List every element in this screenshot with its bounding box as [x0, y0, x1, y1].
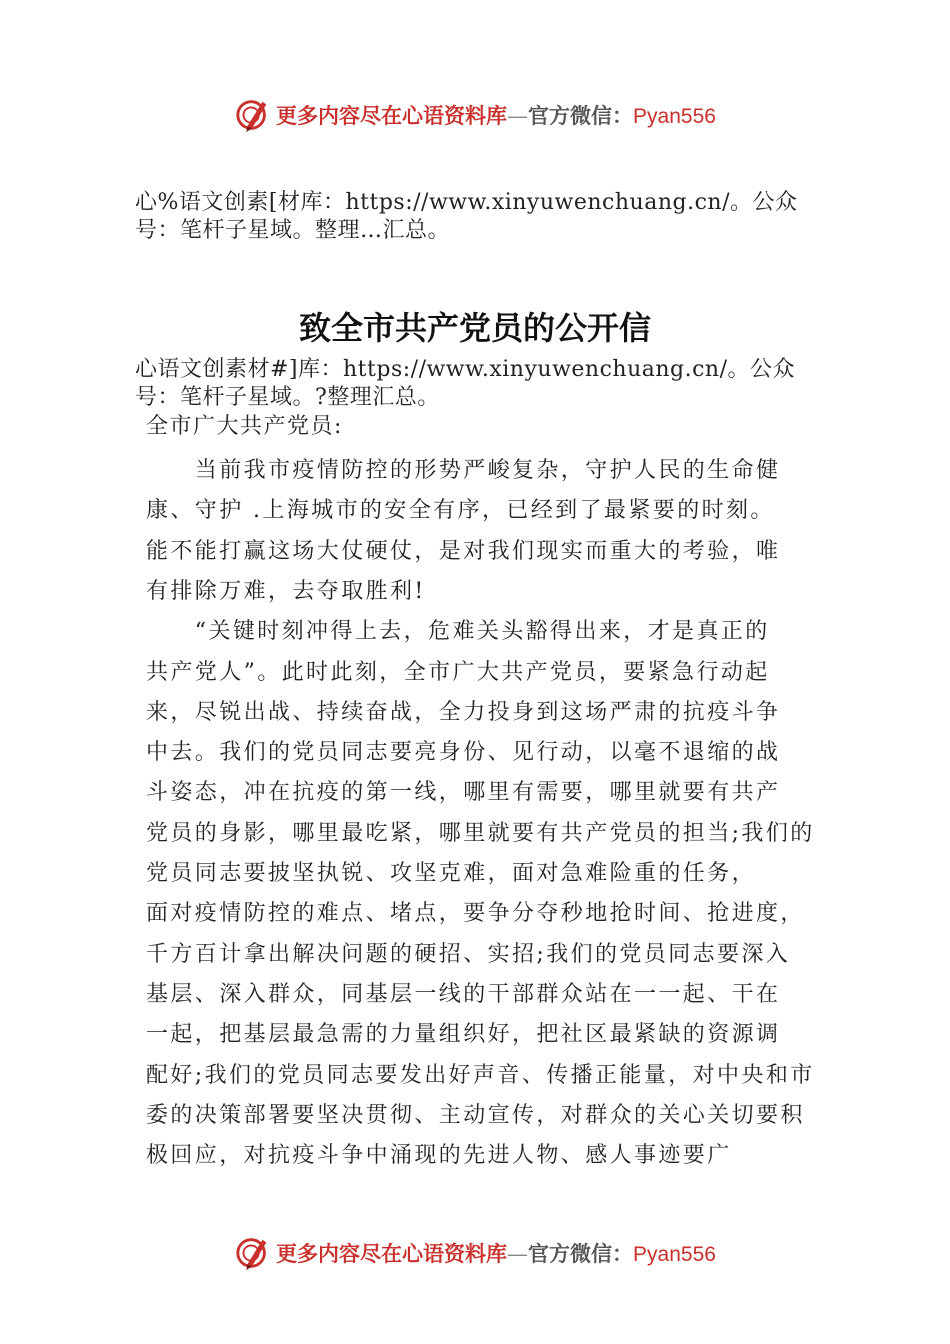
body-line: 配好;我们的党员同志要发出好声音、传播正能量，对中央和市	[146, 1062, 815, 1088]
body-line: 中去。我们的党员同志要亮身份、见行动，以毫不退缩的战	[146, 740, 781, 766]
banner-dash: —	[507, 1242, 529, 1266]
body-line: 一起，把基层最急需的力量组织好，把社区最紧缺的资源调	[146, 1022, 781, 1048]
header-banner	[0, 95, 950, 135]
source-note-line: 心%语文创素[材库：https://www.xinyuwenchuang.cn/。公众	[135, 190, 798, 215]
footer-banner	[0, 1233, 950, 1273]
page-title: 致全市共产党员的公开信	[298, 309, 651, 347]
body-line: 党员的身影，哪里最吃紧，哪里就要有共产党员的担当;我们的	[146, 820, 815, 846]
source-note-top	[135, 189, 835, 245]
banner-wechat-label: 官方微信：	[528, 103, 634, 128]
body-line: 党员同志要披坚执锐、攻坚克难，面对急难险重的任务，	[146, 861, 757, 886]
banner-brand: 更多内容尽在心语资料库	[276, 1241, 508, 1266]
body-line: 能不能打赢这场大仗硬仗，是对我们现实而重大的考验，唯	[146, 538, 781, 564]
banner-text	[276, 1238, 716, 1268]
salutation: 全市广大共产党员:	[146, 414, 343, 439]
banner-wechat-label: 官方微信：	[528, 1241, 634, 1266]
pen-logo-icon	[234, 1234, 272, 1272]
pen-logo-icon	[234, 96, 272, 134]
body-line: 康、守护 .上海城市的安全有序，已经到了最紧要的时刻。	[146, 498, 775, 524]
banner-text	[276, 100, 716, 130]
source-note-line: 号：笔杆子星域。?整理汇总。	[135, 385, 440, 410]
body-line: 基层、深入群众，同基层一线的干部群众站在一一起、干在	[146, 981, 781, 1007]
banner-wechat-id: Pyan556	[633, 105, 716, 128]
body-line: 极回应，对抗疫斗争中涌现的先进人物、感人事迹要广	[146, 1143, 732, 1169]
banner-wechat-id: Pyan556	[633, 1243, 716, 1266]
body-line: “关键时刻冲得上去，危难关头豁得出来，才是真正的	[146, 619, 770, 645]
body-line: 委的决策部署要坚决贯彻、主动宣传，对群众的关心关切要积	[146, 1102, 805, 1128]
body-line: 共产党人”。此时此刻，全市广大共产党员，要紧急行动起	[146, 659, 770, 685]
body-line: 面对疫情防控的难点、堵点，要争分夺秒地抢时间、抢进度，	[146, 901, 805, 927]
body-line: 斗姿态，冲在抗疫的第一线，哪里有需要，哪里就要有共产	[146, 780, 781, 806]
banner-dash: —	[507, 104, 529, 128]
source-note-under-title	[135, 356, 835, 412]
banner-brand: 更多内容尽在心语资料库	[276, 103, 508, 128]
body-line: 来，尽锐出战、持续奋战，全力投身到这场严肃的抗疫斗争	[146, 699, 781, 725]
body-line: 有排除万难，去夺取胜利!	[146, 578, 426, 604]
body-line: 千方百计拿出解决问题的硬招、实招;我们的党员同志要深入	[146, 941, 791, 967]
body-line: 当前我市疫情防控的形势严峻复杂，守护人民的生命健	[146, 458, 781, 483]
source-note-line: 号：笔杆子星域。整理…汇总。	[135, 218, 451, 243]
source-note-line: 心语文创素材#]库：https://www.xinyuwenchuang.cn/。公众	[135, 357, 796, 382]
